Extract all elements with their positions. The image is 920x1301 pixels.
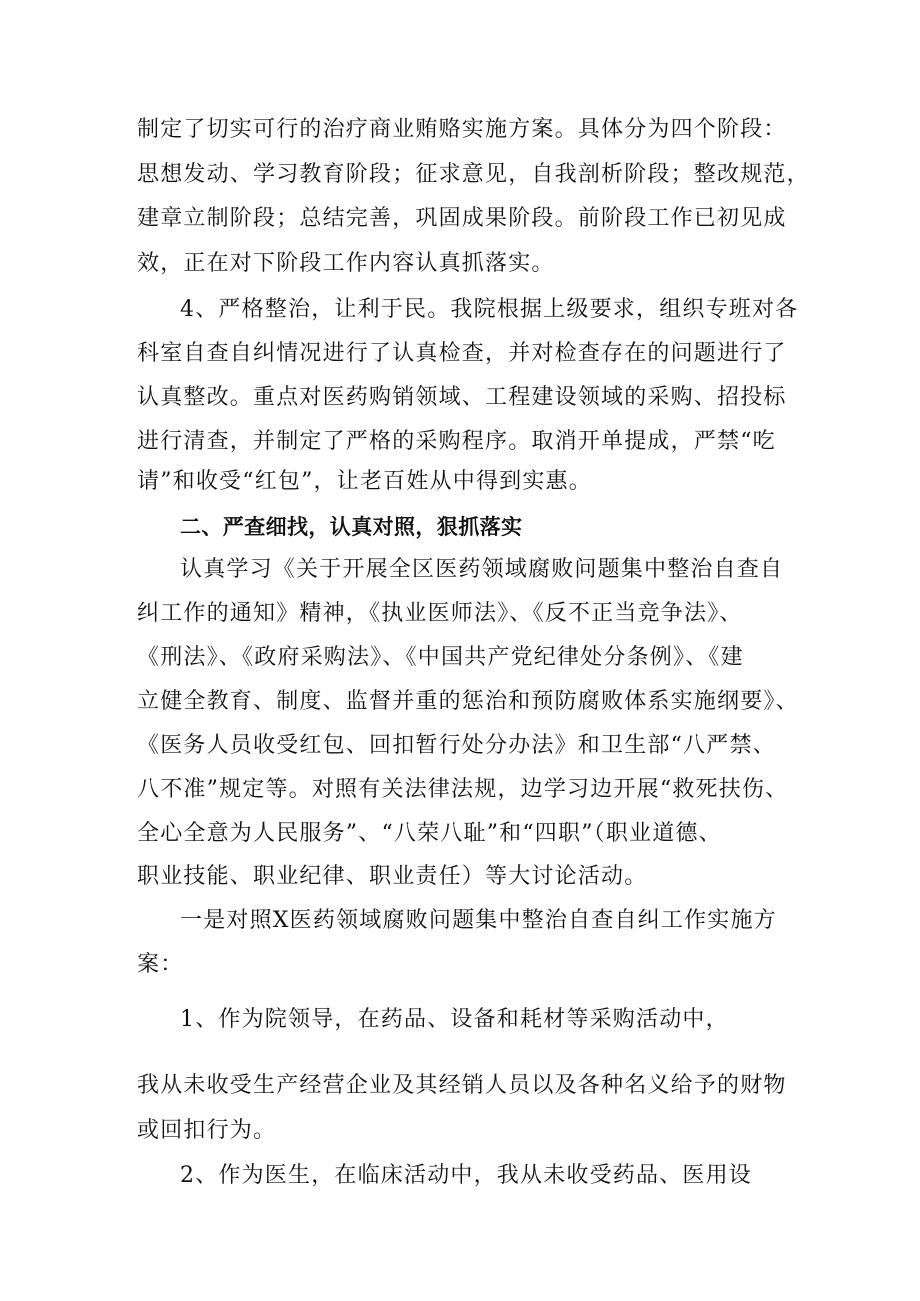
section-heading: 二、严查细找，认真对照，狠抓落实 <box>180 515 523 539</box>
paragraph-line: 一是对照X医药领域腐败问题集中整治自查自纠工作实施方 <box>180 908 777 933</box>
paragraph-line: 认真学习《关于开展全区医药领域腐败问题集中整治自查自 <box>180 557 784 582</box>
paragraph-line: 请”和收受“红包”，让老百姓从中得到实惠。 <box>137 469 592 494</box>
paragraph-line: 《医务人员收受红包、回扣暂行处分办法》和卫生部“八严禁、 <box>137 733 776 758</box>
paragraph-line: 效，正在对下阶段工作内容认真抓落实。 <box>137 251 555 276</box>
paragraph-line: 我从未收受生产经营企业及其经销人员以及各种名义给予的财物 <box>137 1073 787 1098</box>
paragraph-line: 科室自查自纠情况进行了认真检查，并对检查存在的问题进行了 <box>137 341 787 366</box>
paragraph-line: 2、作为医生，在临床活动中，我从未收受药品、医用设 <box>180 1163 752 1188</box>
paragraph-line: 案： <box>137 952 184 977</box>
paragraph-line: 认真整改。重点对医药购销领域、工程建设领域的采购、招投标 <box>137 385 787 410</box>
paragraph-line: 职业技能、职业纪律、职业责任）等大讨论活动。 <box>137 864 648 889</box>
paragraph-line: 或回扣行为。 <box>137 1118 277 1143</box>
paragraph-line: 建章立制阶段；总结完善，巩固成果阶段。前阶段工作已初见成 <box>137 206 787 231</box>
paragraph-line: 4、严格整治，让利于民。我院根据上级要求，组织专班对各 <box>180 297 799 322</box>
paragraph-line: 1、作为院领导，在药品、设备和耗材等采购活动中， <box>180 1007 729 1032</box>
paragraph-line: 思想发动、学习教育阶段；征求意见，自我剖析阶段；整改规范， <box>137 162 810 187</box>
paragraph-line: 立健全教育、制度、监督并重的惩治和预防腐败体系实施纲要》、 <box>137 689 799 714</box>
paragraph-line: 全心全意为人民服务”、“八荣八耻”和“四职”（职业道德、 <box>137 821 722 846</box>
paragraph-line: 制定了切实可行的治疗商业贿赂实施方案。具体分为四个阶段： <box>137 117 787 142</box>
paragraph-line: 纠工作的通知》精神，《执业医师法》、《反不正当竞争法》、 <box>137 601 743 626</box>
paragraph-line: 进行清查，并制定了严格的采购程序。取消开单提成，严禁“吃 <box>137 429 776 454</box>
paragraph-line: 八不准”规定等。对照有关法律法规，边学习边开展“救死扶伤、 <box>137 777 789 802</box>
paragraph-line: 《刑法》、《政府采购法》、《中国共产党纪律处分条例》、《建 <box>137 645 744 670</box>
